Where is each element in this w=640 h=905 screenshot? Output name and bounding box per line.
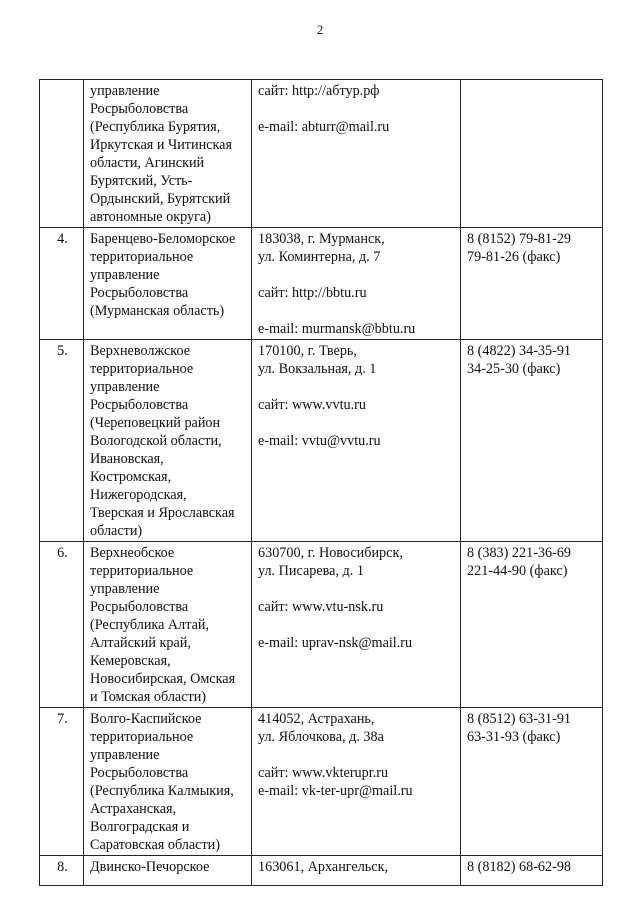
address-line: ул. Вокзальная, д. 1 <box>258 361 377 377</box>
address-line: 170100, г. Тверь, <box>258 343 357 359</box>
row-number: 8. <box>57 859 68 875</box>
phone-number: 8 (4822) 34-35-91 <box>467 343 572 359</box>
spacer <box>258 378 456 396</box>
office-name-line: управление <box>90 267 160 283</box>
office-name-line: (Череповецкий район <box>90 415 221 431</box>
contacts-cell <box>252 542 461 708</box>
office-name-line: Верхнеобское <box>90 545 175 561</box>
row-number-cell <box>40 80 84 228</box>
spacer <box>258 100 456 118</box>
office-name-line: Росрыболовства <box>90 599 189 615</box>
table-row <box>40 228 603 340</box>
contacts-cell <box>252 228 461 340</box>
spacer <box>258 616 456 634</box>
office-name-line: Росрыболовства <box>90 285 189 301</box>
table-row <box>40 340 603 542</box>
office-name-line: управление <box>90 747 160 763</box>
website-link[interactable]: сайт: http://абтур.рф <box>258 83 380 99</box>
phone-number: 8 (8152) 79-81-29 <box>467 231 572 247</box>
office-name-line: Новосибирская, Омская <box>90 671 236 687</box>
office-name-line: Алтайский край, <box>90 635 191 651</box>
office-name-line: (Республика Бурятия, <box>90 119 221 135</box>
phones-cell <box>461 228 603 340</box>
table-row <box>40 856 603 886</box>
row-number: 4. <box>57 231 68 247</box>
office-name-line: Волго-Каспийское <box>90 711 202 727</box>
office-name-cell <box>84 228 252 340</box>
office-name-line: и Томская области) <box>90 689 207 705</box>
website-link[interactable]: сайт: http://bbtu.ru <box>258 285 367 301</box>
address-line: ул. Писарева, д. 1 <box>258 563 364 579</box>
phones-cell <box>461 80 603 228</box>
table-row <box>40 708 603 856</box>
office-name-cell <box>84 340 252 542</box>
office-name-line: Тверская и Ярославская <box>90 505 235 521</box>
website-link[interactable]: сайт: www.vkterupr.ru <box>258 765 389 781</box>
office-name-line: Нижегородская, <box>90 487 187 503</box>
email-link[interactable]: e-mail: vvtu@vvtu.ru <box>258 433 381 449</box>
office-name-line: Бурятский, Усть- <box>90 173 193 189</box>
email-link[interactable]: e-mail: uprav-nsk@mail.ru <box>258 635 413 651</box>
office-name-line: Кемеровская, <box>90 653 171 669</box>
website-link[interactable]: сайт: www.vvtu.ru <box>258 397 366 413</box>
row-number-cell <box>40 856 84 886</box>
office-name-line: управление <box>90 581 160 597</box>
office-name-line: Вологодской области, <box>90 433 222 449</box>
phone-number: 34-25-30 (факс) <box>467 361 561 377</box>
address-line: ул. Коминтерна, д. 7 <box>258 249 381 265</box>
row-number-cell <box>40 542 84 708</box>
phone-number: 63-31-93 (факс) <box>467 729 561 745</box>
office-name-line: Верхневолжское <box>90 343 191 359</box>
contacts-cell <box>252 708 461 856</box>
email-link[interactable]: e-mail: murmansk@bbtu.ru <box>258 321 416 337</box>
office-name-line: территориальное <box>90 563 194 579</box>
office-name-line: территориальное <box>90 361 194 377</box>
office-name-line: (Мурманская область) <box>90 303 225 319</box>
phone-number: 8 (383) 221-36-69 <box>467 545 572 561</box>
office-name-line: Астраханская, <box>90 801 177 817</box>
spacer <box>258 414 456 432</box>
office-name-line: Росрыболовства <box>90 101 189 117</box>
office-name-line: Костромская, <box>90 469 172 485</box>
office-name-line: области, Агинский <box>90 155 205 171</box>
office-name-line: Саратовская области) <box>90 837 221 853</box>
phones-cell <box>461 708 603 856</box>
address-line: 183038, г. Мурманск, <box>258 231 385 247</box>
address-line: 163061, Архангельск, <box>258 859 389 875</box>
table-row <box>40 80 603 228</box>
address-line: 414052, Астрахань, <box>258 711 375 727</box>
office-name-line: управление <box>90 379 160 395</box>
page-number: 2 <box>316 22 324 37</box>
office-name-line: области) <box>90 523 143 539</box>
contacts-cell <box>252 340 461 542</box>
row-number-cell <box>40 340 84 542</box>
address-line: ул. Яблочкова, д. 38а <box>258 729 384 745</box>
office-name-cell <box>84 80 252 228</box>
row-number-cell <box>40 228 84 340</box>
phone-number: 79-81-26 (факс) <box>467 249 561 265</box>
phone-number: 221-44-90 (факс) <box>467 563 568 579</box>
row-number: 5. <box>57 343 68 359</box>
phones-cell <box>461 542 603 708</box>
office-name-line: автономные округа) <box>90 209 211 225</box>
spacer <box>258 746 456 764</box>
email-link[interactable]: e-mail: vk-ter-upr@mail.ru <box>258 783 413 799</box>
row-number: 6. <box>57 545 68 561</box>
row-number-cell <box>40 708 84 856</box>
spacer <box>258 580 456 598</box>
website-link[interactable]: сайт: www.vtu-nsk.ru <box>258 599 384 615</box>
office-name-line: Росрыболовства <box>90 765 189 781</box>
office-name-line: Росрыболовства <box>90 397 189 413</box>
row-number: 7. <box>57 711 68 727</box>
office-name-line: Ордынский, Бурятский <box>90 191 231 207</box>
table-body <box>40 80 603 886</box>
territorial-offices-table <box>39 79 603 886</box>
office-name-line: Баренцево-Беломорское <box>90 231 236 247</box>
table-row <box>40 542 603 708</box>
address-line: 630700, г. Новосибирск, <box>258 545 403 561</box>
office-name-line: Двинско-Печорское <box>90 859 210 875</box>
contacts-cell <box>252 80 461 228</box>
office-name-line: (Республика Алтай, <box>90 617 210 633</box>
spacer <box>258 302 456 320</box>
phones-cell <box>461 340 603 542</box>
office-name-line: Ивановская, <box>90 451 164 467</box>
phone-number: 8 (8512) 63-31-91 <box>467 711 572 727</box>
office-name-line: территориальное <box>90 729 194 745</box>
phones-cell <box>461 856 603 886</box>
office-name-line: территориальное <box>90 249 194 265</box>
office-name-cell <box>84 708 252 856</box>
phone-number: 8 (8182) 68-62-98 <box>467 859 572 875</box>
office-name-line: Волгоградская и <box>90 819 190 835</box>
email-link[interactable]: e-mail: abturr@mail.ru <box>258 119 390 135</box>
office-name-line: (Республика Калмыкия, <box>90 783 234 799</box>
office-name-line: Иркутская и Читинская <box>90 137 232 153</box>
office-name-line: управление <box>90 83 160 99</box>
office-name-cell <box>84 856 252 886</box>
office-name-cell <box>84 542 252 708</box>
contacts-cell <box>252 856 461 886</box>
spacer <box>258 266 456 284</box>
